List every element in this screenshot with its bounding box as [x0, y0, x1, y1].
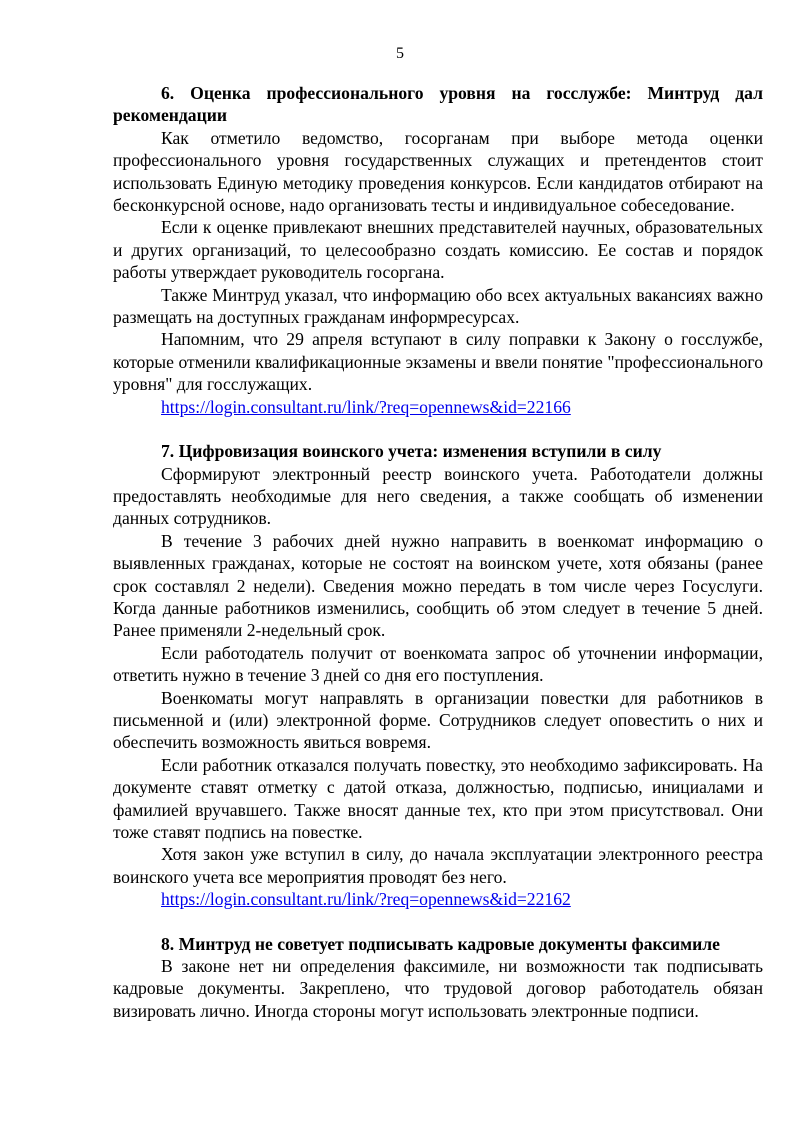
section-title: 7. Цифровизация воинского учета: изменения вступили в силу	[161, 441, 662, 462]
paragraph: Сформируют электронный реестр воинского учета. Работодатели должны предоставлять необходимые для него сведения, а также сообщать об изменении данных сотрудников.	[113, 463, 763, 529]
section-gap	[113, 911, 763, 933]
section-title: 8. Минтруд не советует подписывать кадровые документы факсимиле	[161, 933, 720, 954]
paragraph: Если к оценке привлекают внешних представителей научных, образовательных и других организаций, то целесообразно создать комиссию. Ее состав и порядок работы утверждает руководитель госоргана.	[113, 217, 763, 283]
paragraph: В законе нет ни определения факсимиле, ни возможности так подписывать кадровые документы. Закреплено, что трудовой договор работодатель обязан визировать лично. Иногда стороны могут использовать электронные подписи.	[113, 956, 763, 1021]
paragraph: В течение 3 рабочих дней нужно направить в военкомат информацию о выявленных гражданах, которые не состоят на воинском учете, хотя обязаны (ранее срок составлял 2 недели). Сведения можно передать в том числе через Госуслуги. Когда данные работников изменились, сообщить об этом следует в течение 5 дней. Ранее применяли 2-недельный срок.	[113, 530, 763, 641]
paragraph: Как отметило ведомство, госорганам при выборе метода оценки профессионального уровня государственных служащих и претендентов стоит использовать Единую методику проведения конкурсов. Если кандидатов отбирают на бесконкурсной основе, надо организовать тесты и индивидуальное собеседование.	[113, 127, 763, 216]
page-number: 5	[396, 45, 404, 62]
news-section	[113, 440, 763, 911]
news-section	[113, 82, 763, 418]
paragraph: Если работодатель получит от военкомата запрос об уточнении информации, ответить нужно в течение 3 дней со дня его поступления.	[113, 642, 763, 686]
link-line	[113, 888, 763, 910]
paragraph: Хотя закон уже вступил в силу, до начала эксплуатации электронного реестра воинского учета все мероприятия проводят без него.	[113, 844, 763, 887]
paragraph: Также Минтруд указал, что информацию обо всех актуальных вакансиях важно размещать на доступных гражданам информресурсах.	[113, 284, 763, 328]
section-gap	[113, 418, 763, 440]
paragraph: Если работник отказался получать повестку, это необходимо зафиксировать. На документе ставят отметку с датой отказа, должностью, подписью, инициалами и фамилией вручавшего. Также вносят данные тех, кто при этом присутствовал. Они тоже ставят подпись на повестке.	[113, 754, 763, 842]
document-body	[113, 82, 763, 1022]
paragraph: Военкоматы могут направлять в организации повестки для работников в письменной и (или) электронной форме. Сотрудников следует оповестить о них и обеспечить возможность явиться вовремя.	[113, 687, 763, 753]
source-link[interactable]: https://login.consultant.ru/link/?req=opennews&id=22162	[161, 889, 571, 910]
news-section	[113, 933, 763, 1023]
link-line	[113, 396, 763, 418]
paragraph: Напомним, что 29 апреля вступают в силу поправки к Закону о госслужбе, которые отменили квалификационные экзамены и ввели понятие "профессионального уровня" для госслужащих.	[113, 329, 763, 395]
section-title: 6. Оценка профессионального уровня на госслужбе: Минтруд дал рекомендации	[113, 83, 763, 126]
source-link[interactable]: https://login.consultant.ru/link/?req=opennews&id=22166	[161, 396, 571, 417]
